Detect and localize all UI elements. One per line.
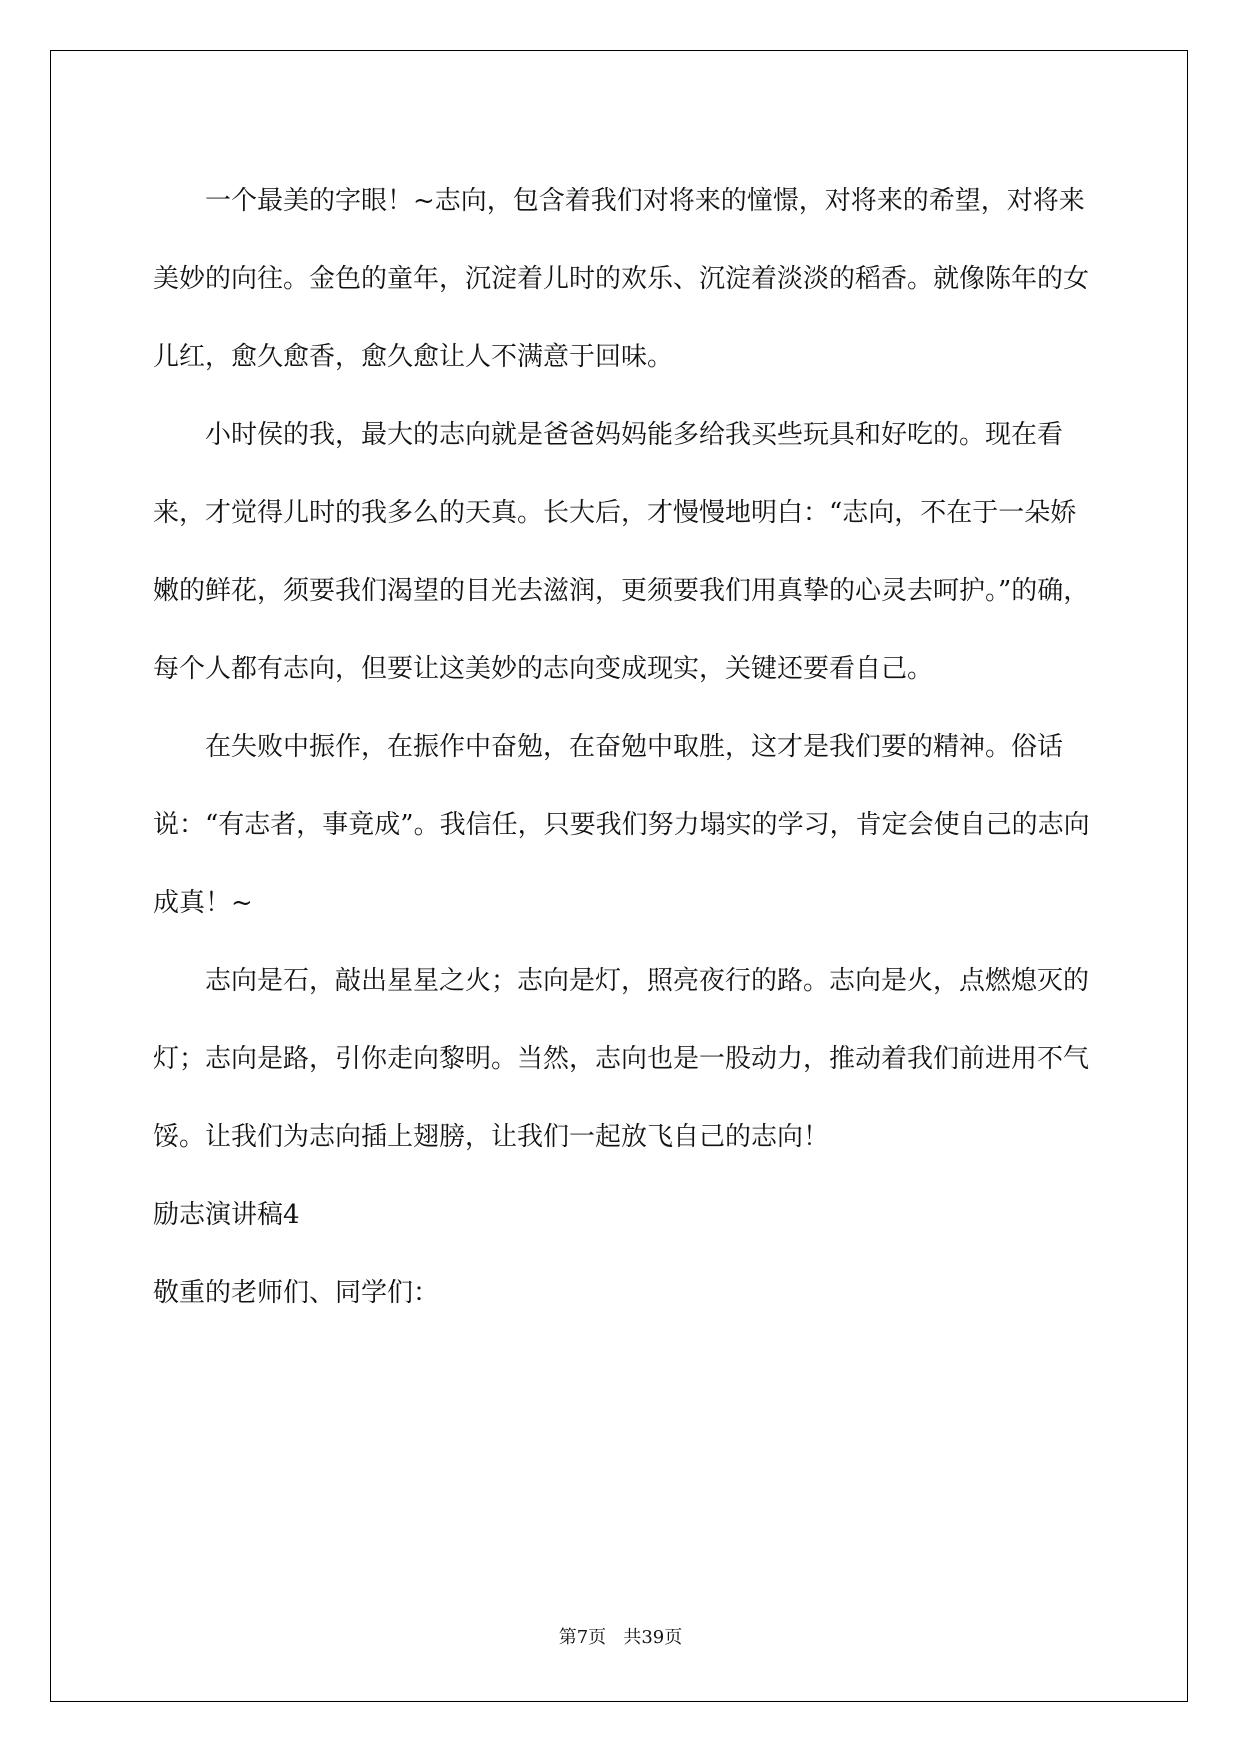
document-body xyxy=(153,162,1093,1332)
paragraph-1: 一个最美的字眼！~志向，包含着我们对将来的憧憬，对将来的希望，对将来美妙的向往。金色的童年，沉淀着儿时的欢乐、沉淀着淡淡的稻香。就像陈年的女儿红，愈久愈香，愈久愈让人不满意于回味。 xyxy=(153,186,1090,372)
page-number: 第7页 xyxy=(558,1627,607,1648)
paragraph-2: 小时侯的我，最大的志向就是爸爸妈妈能多给我买些玩具和好吃的。现在看来，才觉得儿时的我多么的天真。长大后，才慢慢地明白：“志向，不在于一朵娇嫩的鲜花，须要我们渴望的目光去滋润，更须要我们用真挚的心灵去呵护。”的确，每个人都有志向，但要让这美妙的志向变成现实，关键还要看自己。 xyxy=(153,420,1090,684)
paragraph-4: 志向是石，敲出星星之火；志向是灯，照亮夜行的路。志向是火，点燃熄灭的灯；志向是路，引你走向黎明。当然，志向也是一股动力，推动着我们前进用不气馁。让我们为志向插上翅膀，让我们一起放飞自己的志向！ xyxy=(153,966,1090,1152)
paragraph-3: 在失败中振作，在振作中奋勉，在奋勉中取胜，这才是我们要的精神。俗话说：“有志者，事竟成”。我信任，只要我们努力塌实的学习，肯定会使自己的志向成真！~ xyxy=(153,732,1090,918)
page-total: 共39页 xyxy=(623,1627,683,1648)
page-footer xyxy=(0,1623,1241,1649)
salutation: 敬重的老师们、同学们： xyxy=(153,1278,440,1308)
section-heading: 励志演讲稿4 xyxy=(153,1200,300,1230)
